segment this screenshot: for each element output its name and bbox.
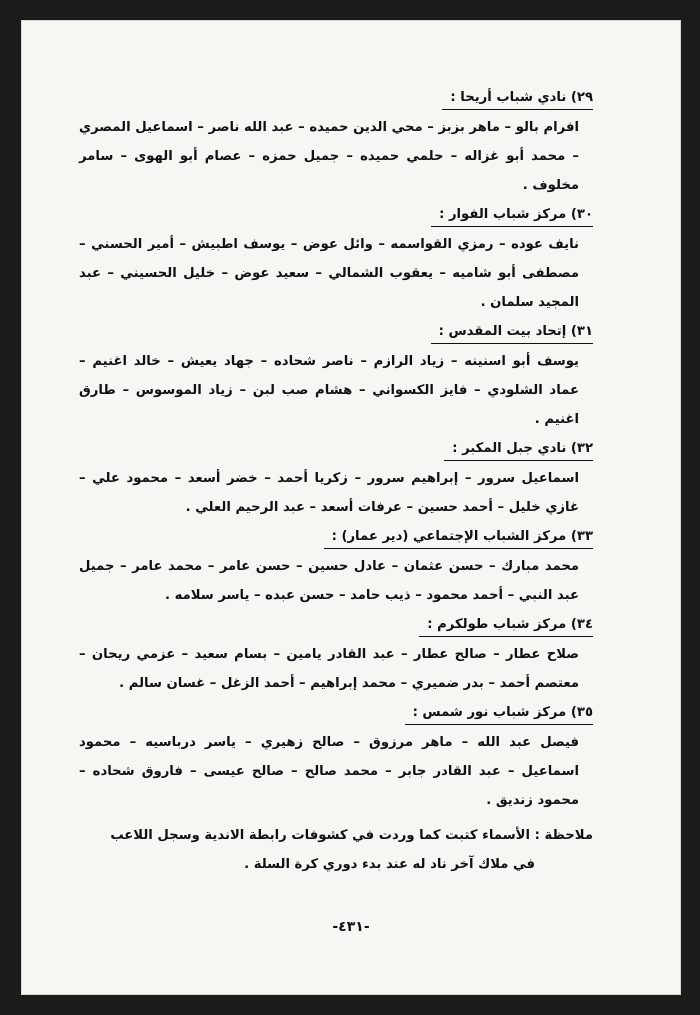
player-list: اسماعيل سرور – إبراهيم سرور – زكريا أحمد – خضر أسعد – محمود علي – غازي خليل – أحمد حسين – عرفات أسعد – عبد الرحيم العلي . <box>79 471 579 515</box>
player-list: افرام بالو – ماهر بزبز – محي الدين حميده – عبد الله ناصر – اسماعيل المصري – محمد أبو غزاله – حلمي حميده – جميل حمزه – عصام أبو الهوى – سامر مخلوف . <box>79 120 579 193</box>
club-section-32 <box>79 434 593 522</box>
club-section-35 <box>79 698 593 815</box>
club-section-34 <box>79 610 593 698</box>
section-heading: ٣٣) مركز الشباب الإجتماعي (دير عمار) : <box>324 526 593 549</box>
player-list: يوسف أبو اسنينه – زياد الرازم – ناصر شحاده – جهاد يعيش – خالد اغنيم – عماد الشلودي – فايز الكسواني – هشام صب لبن – زياد الموسوس – طارق اغنيم . <box>79 354 579 427</box>
section-heading: ٣٠) مركز شباب الفوار : <box>431 204 593 227</box>
page-number: -٤٣١- <box>332 919 370 935</box>
section-heading: ٣٢) نادي جبل المكبر : <box>444 438 593 461</box>
player-list: نايف عوده – رمزي القواسمه – وائل عوض – يوسف اطبيش – أمير الحسني – مصطفى أبو شاميه – يعقوب الشمالي – سعيد عوض – خليل الحسيني – عبد المجيد سلمان . <box>79 237 579 310</box>
document-page <box>21 20 681 995</box>
club-section-33 <box>79 522 593 610</box>
section-heading: ٣١) إتحاد بيت المقدس : <box>431 321 593 344</box>
club-section-31 <box>79 317 593 434</box>
footnote <box>79 821 593 879</box>
player-list: محمد مبارك – حسن عثمان – عادل حسين – حسن عامر – محمد عامر – جميل عبد النبي – أحمد محمود – ذيب حامد – حسن عبده – ياسر سلامه . <box>79 559 579 603</box>
page-content <box>79 83 593 879</box>
player-list: فيصل عبد الله – ماهر مرزوق – صالح زهيري – ياسر درباسيه – محمود اسماعيل – عبد القادر جابر – محمد صالح – صالح عيسى – فاروق شحاده – محمود زنديق . <box>79 735 579 808</box>
footnote-line-1: ملاحظة : الأسماء كتبت كما وردت في كشوفات رابطة الاندية وسجل اللاعب <box>110 828 593 843</box>
club-section-30 <box>79 200 593 317</box>
player-list: صلاح عطار – صالح عطار – عبد القادر يامين – بسام سعيد – عزمي ريحان – معتصم أحمد – بدر ضميري – محمد إبراهيم – أحمد الزغل – غسان سالم . <box>79 647 579 691</box>
section-heading: ٣٤) مركز شباب طولكرم : <box>419 614 593 637</box>
club-section-29 <box>79 83 593 200</box>
section-heading: ٢٩) نادي شباب أريحا : <box>442 87 593 110</box>
footnote-line-2: في ملاك آخر ناد له عند بدء دوري كرة السلة . <box>244 857 535 872</box>
section-heading: ٣٥) مركز شباب نور شمس : <box>405 702 593 725</box>
